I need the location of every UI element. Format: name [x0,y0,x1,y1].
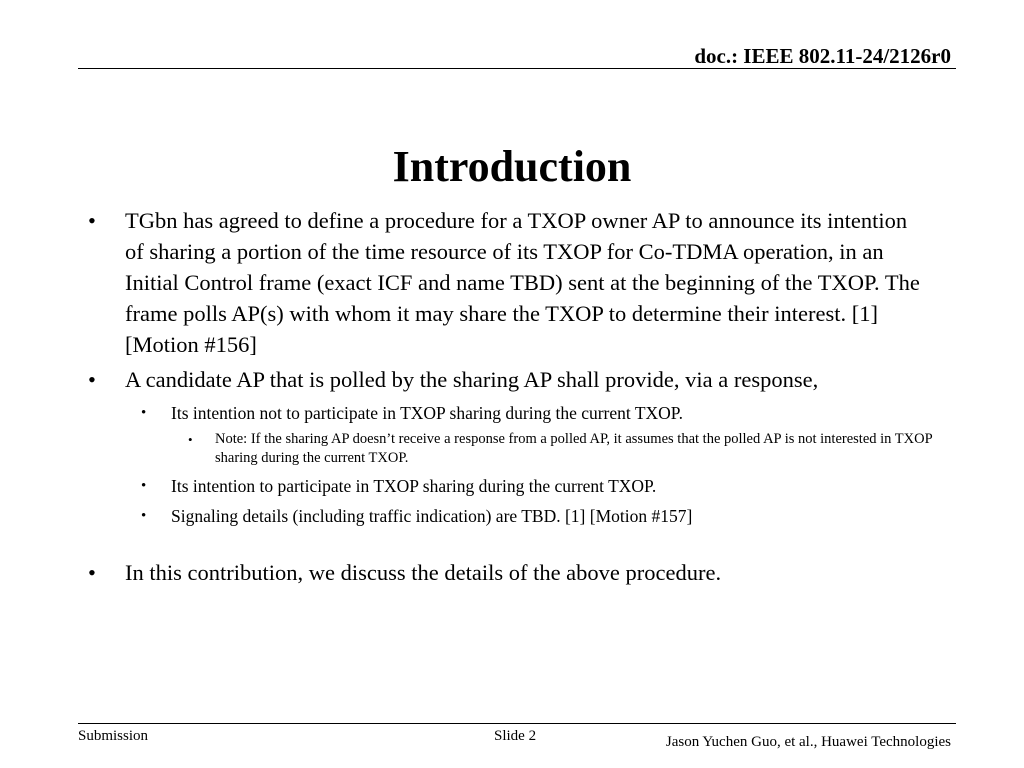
slide-body [0,201,1024,588]
bullet-contribution: • In this contribution, we discuss the details of the above procedure. [125,557,925,588]
slide-title: Introduction [392,142,632,192]
bullet-candidate-ap: • A candidate AP that is polled by the sharing AP shall provide, via a response, [125,364,925,395]
footer-submission: Submission [78,728,149,744]
header-divider [78,68,956,69]
bullet-tgbn-procedure: • TGbn has agreed to define a procedure for a TXOP owner AP to announce its intention of sharing a portion of the time resource of its TXOP for Co-TDMA operation, in an Initial Control frame (exact ICF and name TBD) sent at the beginning of the TXOP. The frame polls AP(s) with whom it may share the TXOP to determine their interest. [1] [Motion #156] [125,205,925,360]
document-id: doc.: IEEE 802.11-24/2126r0 [694,44,951,68]
sub-bullet-signaling-details: • Signaling details (including traffic indication) are TBD. [1] [Motion #157] [171,504,931,528]
footer-divider [78,723,956,724]
note-no-response: • Note: If the sharing AP doesn’t receive a response from a polled AP, it assumes that the polled AP is not interested in TXOP sharing during the current TXOP. [215,430,945,468]
footer-author: Jason Yuchen Guo, et al., Huawei Technologies [665,734,951,750]
sub-bullet-not-participate: • Its intention not to participate in TXOP sharing during the current TXOP. [171,401,931,425]
spacer [0,528,1024,553]
slide-number: Slide 2 [494,728,537,744]
sub-bullet-participate: • Its intention to participate in TXOP sharing during the current TXOP. [171,474,931,498]
